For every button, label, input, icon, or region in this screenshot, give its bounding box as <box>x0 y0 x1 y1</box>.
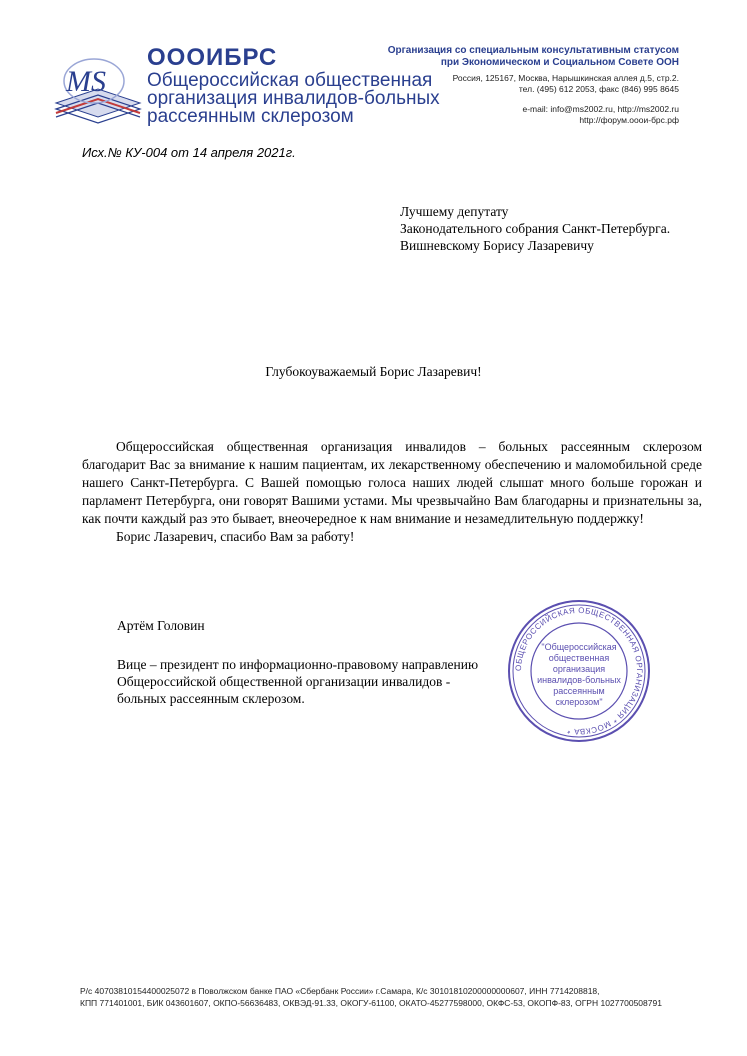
addressee-line: Законодательного собрания Санкт-Петербурга. <box>400 221 671 236</box>
organization-name-line: Общероссийская общественная <box>147 70 433 91</box>
status-line: Организация со специальным консультативным статусом <box>387 45 679 56</box>
organization-name <box>147 72 440 126</box>
phone-line: тел. (495) 612 2053, факс (846) 995 8645 <box>518 83 679 94</box>
svg-text:MS: MS <box>66 65 106 98</box>
consultative-status <box>388 45 679 69</box>
email-link[interactable]: e-mail: info@ms2002.ru, http://ms2002.ru <box>522 104 679 114</box>
footer-line: Р/с 40703810154400025072 в Поволжском банке ПАО «Сбербанк России» г.Самара, К/с 30101810200000000607, ИНН 7714208818, <box>80 986 600 996</box>
position-line: Вице – президент по информационно-правовому направлению <box>117 657 479 672</box>
stamp-center-line: склерозом" <box>555 697 603 707</box>
bank-details-footer <box>80 985 662 1009</box>
body-paragraph: Борис Лазаревич, спасибо Вам за работу! <box>116 529 355 544</box>
organization-abbreviation: ОООИБРС <box>147 44 278 71</box>
footer-line: КПП 771401001, БИК 043601607, ОКПО-56636483, ОКВЭД-91.33, ОКОГУ-61100, ОКАТО-45277598000, ОКФС-53, ОКОПФ-83, ОГРН 1027700508791 <box>80 998 662 1008</box>
stamp-center-line: "Общероссийская <box>541 642 617 652</box>
organization-name-line: организация инвалидов-больных <box>147 88 440 109</box>
stamp-center-line: инвалидов-больных <box>537 675 621 685</box>
organization-logo <box>50 55 145 127</box>
salutation: Глубокоуважаемый Борис Лазаревич! <box>265 364 482 379</box>
letter-body <box>82 438 702 546</box>
position-line: больных рассеянным склерозом. <box>117 691 305 706</box>
organization-stamp <box>506 598 652 744</box>
contact-block <box>453 73 679 125</box>
outgoing-reference: Исх.№ КУ-004 от 14 апреля 2021г. <box>82 145 296 160</box>
stamp-ring-text: ОБЩЕРОССИЙСКАЯ ОБЩЕСТВЕННАЯ ОРГАНИЗАЦИЯ * МОСКВА * <box>513 605 645 737</box>
position-line: Общероссийской общественной организации инвалидов - <box>117 674 451 689</box>
signer-position <box>117 656 478 707</box>
stamp-center-line: организация <box>552 664 606 674</box>
organization-name-line: рассеянным склерозом <box>147 106 354 127</box>
status-line: при Экономическом и Социальном Совете ООН <box>440 57 679 68</box>
forum-link[interactable]: http://форум.ооои-брс.рф <box>579 114 679 125</box>
stamp-center-line: рассеянным <box>553 686 605 696</box>
addressee-line: Вишневскому Борису Лазаревичу <box>400 238 594 253</box>
signer-name: Артём Головин <box>117 618 205 633</box>
addressee-line: Лучшему депутату <box>400 204 509 219</box>
body-paragraph: Общероссийская общественная организация инвалидов – больных рассеянным склерозом благодарит Вас за внимание к нашим пациентам, их лекарственному обеспечению и маломобильной среде нашего Санкт-Петербурга. С Вашей помощью голоса наших людей слышат много больше горожан и парламент Петербурга, они говорят Вашими устами. Мы чрезвычайно Вам благодарны и признательны за, как почти каждый раз это бывает, внеочередное к нам внимание и незамедлительную поддержку! <box>82 439 702 526</box>
address-line: Россия, 125167, Москва, Нарышкинская аллея д.5, стр.2. <box>452 73 679 83</box>
stamp-center-line: общественная <box>548 653 610 663</box>
addressee-block <box>400 203 670 254</box>
